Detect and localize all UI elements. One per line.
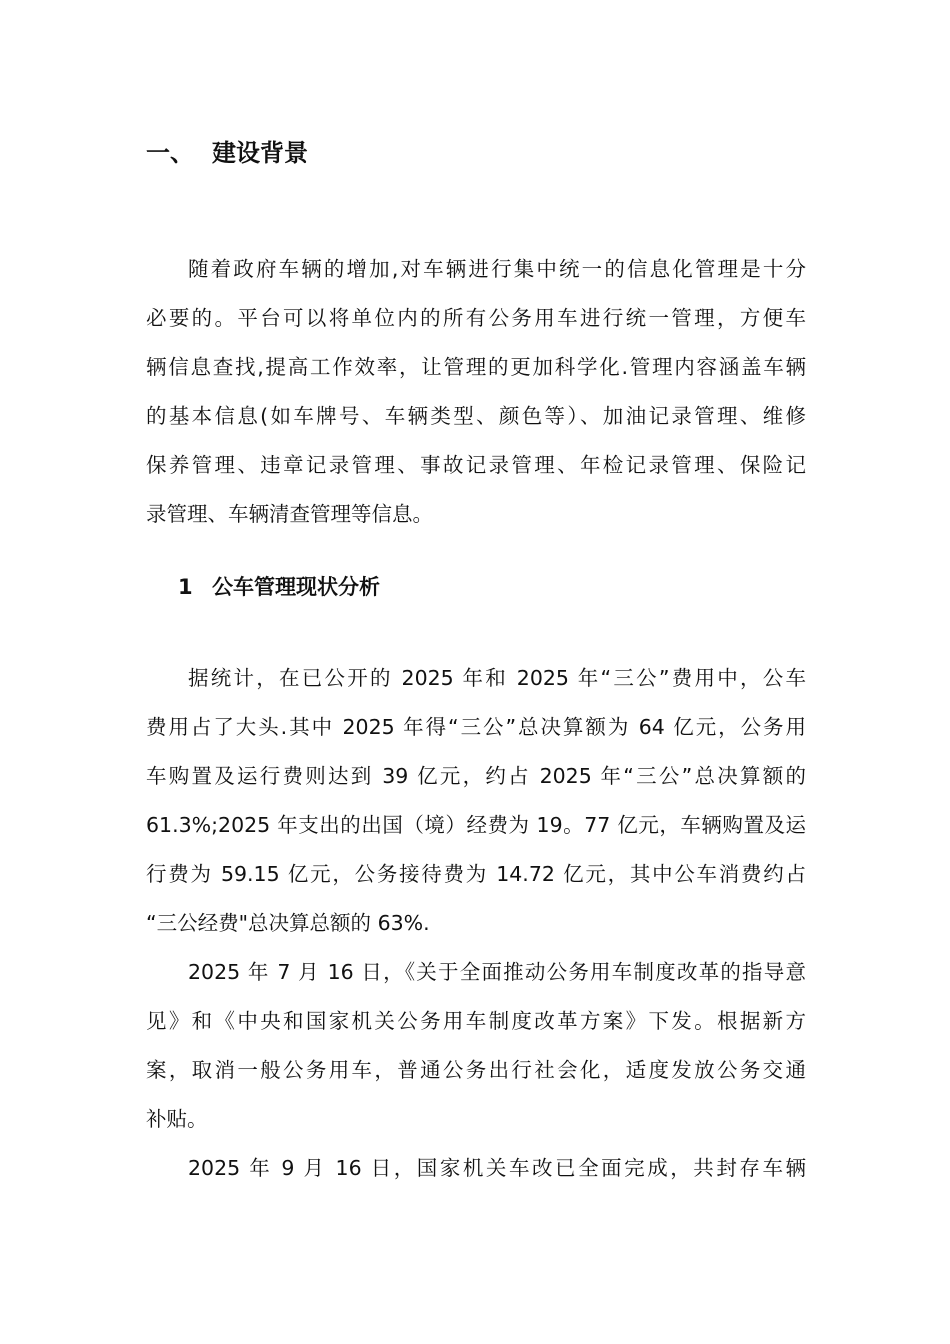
subsection-heading-title: 公车管理现状分析 bbox=[212, 575, 380, 599]
paragraph-line: 车购置及运行费则达到 39 亿元，约占 2025 年“三公”总决算额的 bbox=[146, 764, 806, 788]
paragraph-line: 辆信息查找,提高工作效率，让管理的更加科学化.管理内容涵盖车辆 bbox=[146, 355, 806, 379]
subsection-heading bbox=[178, 571, 380, 603]
paragraph-line: 行费为 59.15 亿元，公务接待费为 14.72 亿元，其中公车消费约占 bbox=[146, 862, 806, 886]
section-heading-number: 一、 bbox=[146, 139, 194, 167]
paragraph-line: 据统计，在已公开的 2025 年和 2025 年“三公”费用中，公车 bbox=[188, 666, 806, 690]
paragraph-line: 2025 年 9 月 16 日，国家机关车改已全面完成，共封存车辆 bbox=[188, 1156, 806, 1180]
paragraph-line: “三公经费"总决算总额的 63%. bbox=[146, 911, 430, 935]
paragraph-line: 随着政府车辆的增加,对车辆进行集中统一的信息化管理是十分 bbox=[188, 257, 806, 281]
paragraph-line: 补贴。 bbox=[146, 1107, 208, 1131]
paragraph-line: 的基本信息(如车牌号、车辆类型、颜色等）、加油记录管理、维修 bbox=[146, 404, 806, 428]
paragraph-line: 61.3%;2025 年支出的出国（境）经费为 19。77 亿元，车辆购置及运 bbox=[146, 813, 806, 837]
paragraph-line: 2025 年 7 月 16 日，《关于全面推动公务用车制度改革的指导意 bbox=[188, 960, 806, 984]
paragraph-line: 保养管理、违章记录管理、事故记录管理、年检记录管理、保险记 bbox=[146, 453, 806, 477]
section-heading-1 bbox=[146, 136, 308, 170]
paragraph-line: 费用占了大头.其中 2025 年得“三公”总决算额为 64 亿元，公务用 bbox=[146, 715, 806, 739]
paragraph-line: 见》和《中央和国家机关公务用车制度改革方案》下发。根据新方 bbox=[146, 1009, 806, 1033]
paragraph-line: 录管理、车辆清查管理等信息。 bbox=[146, 502, 433, 526]
section-heading-title: 建设背景 bbox=[212, 139, 308, 167]
paragraph-line: 案，取消一般公务用车，普通公务出行社会化，适度发放公务交通 bbox=[146, 1058, 806, 1082]
subsection-heading-number: 1 bbox=[178, 575, 193, 599]
paragraph-line: 必要的。平台可以将单位内的所有公务用车进行统一管理，方便车 bbox=[146, 306, 806, 330]
